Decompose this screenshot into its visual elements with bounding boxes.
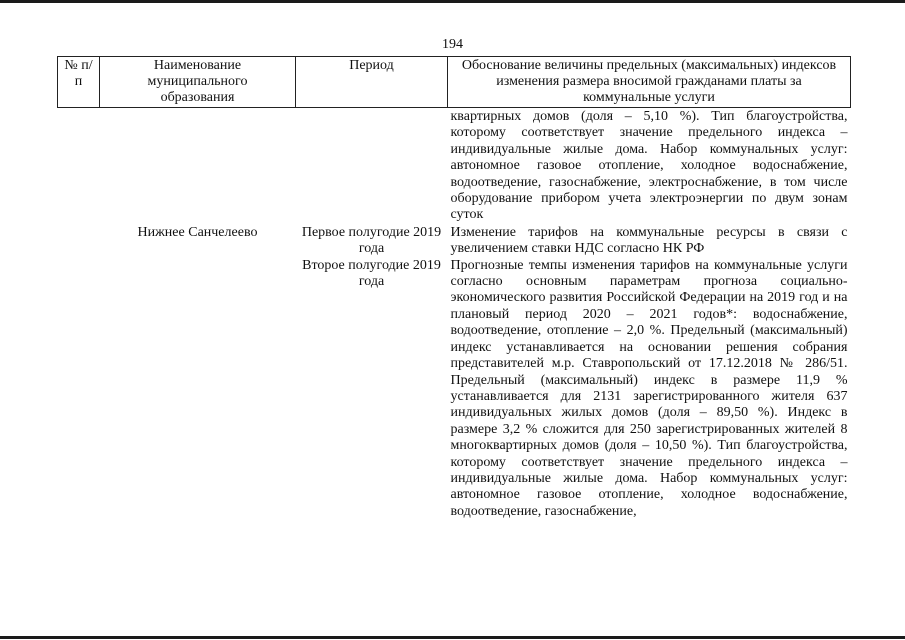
basis-forecast: Прогнозные темпы изменения тарифов на коммунальные услуги согласно основным параметрам прогноза социально-экономического развития Российской Федерации на 2019 год и на плановый период 2020 – 2021 годов*: водоснабжение, водоотведение, отопление – 2,0 %. Предельный (максимальный) индекс устанавливается на основании решения собрания представителей м.р. Ставропольский от 17.12.2018 № 286/51. Предельный (максимальный) индекс в размере 11,9 % устанавливается для 2131 зарегистрированного жителя 637 индивидуальных жилых домов (доля – 89,50 %). Индекс в размере 3,2 % сложится для 250 зарегистрированных жителей 8 многоквартирных домов (доля – 10,50 %). Тип благоустройства, которому соответствует значение предельного индекса – индивидуальные жилые дома. Набор коммунальных услуг: автономное газовое отопление, холодное водоснабжение, водоотведение, газоснабжение,: [450, 257, 848, 519]
cell-num: [58, 224, 100, 520]
cell-period: [296, 224, 448, 520]
cell-basis-continuation: [448, 108, 851, 224]
page-number: 194: [442, 37, 463, 52]
tariff-index-table: [57, 56, 851, 520]
header-row: [58, 57, 851, 108]
header-basis: Обоснование величины предельных (максимальных) индексов изменения размера вносимой гражданами платы за коммунальные услуги: [448, 57, 851, 108]
cell-municipality-empty: [100, 108, 296, 224]
municipality-name: Нижнее Санчелеево: [137, 224, 258, 240]
table-row-continuation: [58, 108, 851, 224]
header-period: Период: [296, 57, 448, 108]
header-num: № п/п: [58, 57, 100, 108]
period-second-half: Второе полугодие 2019 года: [302, 257, 441, 290]
page-top-border: [0, 0, 905, 3]
page-bottom-border: [0, 636, 905, 639]
header-municipality: Наименование муниципального образования: [100, 57, 296, 108]
basis-vat-change: Изменение тарифов на коммунальные ресурсы в связи с увеличением ставки НДС согласно НК РФ: [450, 224, 848, 257]
table-body: [58, 108, 851, 521]
cell-municipality: [100, 224, 296, 520]
cell-period-empty: [296, 108, 448, 224]
basis-continuation-text: квартирных домов (доля – 5,10 %). Тип благоустройства, которому соответствует значение предельного индекса – индивидуальные жилые дома. Набор коммунальных услуг: автономное газовое отопление, холодное водоснабжение, водоотведение, газоснабжение, электроснабжение, в том числе оборудование прибором учета электроэнергии по двум зонам суток: [450, 109, 848, 223]
table-header: [58, 57, 851, 108]
period-first-half: Первое полугодие 2019 года: [301, 224, 442, 257]
cell-basis: [448, 224, 851, 520]
table-row-nizhnee-sancheleevo: [58, 224, 851, 520]
cell-num-empty: [58, 108, 100, 224]
